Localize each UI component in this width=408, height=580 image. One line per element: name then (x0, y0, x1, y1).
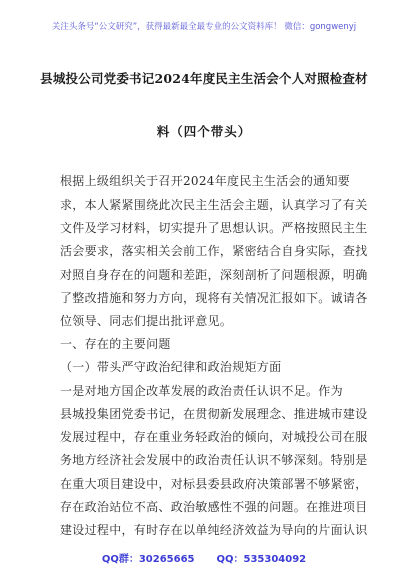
body-line: 建设过程中，有时存在以单纯经济效益为导向的片面认识 (60, 523, 368, 537)
footer-qq-group: QQ群：30265665 (101, 554, 195, 565)
body-line: 求，本人紧紧围绕此次民主生活会主题，认真学习了有关 (60, 198, 368, 212)
subsection-heading: （一）带头严守政治纪律和政治规矩方面 (60, 360, 282, 374)
footer-contact (0, 550, 408, 565)
body-line: 位领导、同志们提出批评意见。 (60, 314, 233, 328)
doc-title-line1: 县城投公司党委书记2024年度民主生活会个人对照检查材 (40, 71, 368, 86)
body-line: 了整改措施和努力方向，现将有关情况汇报如下。诚请各 (60, 291, 368, 305)
body-line: 根据上级组织关于召开2024年度民主生活会的通知要 (60, 174, 351, 188)
doc-title-line2: 料（四个带头） (156, 124, 252, 139)
body-line: 务地方经济社会发展中的政治责任认识不够深刻。特别是 (60, 453, 368, 467)
section-heading: 一、存在的主要问题 (60, 337, 171, 351)
header-note: 关注头条号“公文研究”，获得最新最全最专业的公文资料库！ 微信：gongwenyj (51, 22, 357, 32)
body-line: 存在政治站位不高、政治敏感性不强的问题。在推进项目 (60, 500, 368, 514)
body-line: 活会要求，落实相关会前工作，紧密结合自身实际，查找 (60, 244, 368, 258)
body-line: 县城投集团党委书记，在贯彻新发展理念、推进城市建设 (60, 407, 368, 421)
body-line: 一是对地方国企改革发展的政治责任认识不足。作为 (60, 384, 343, 398)
body-line: 文件及学习材料，切实提升了思想认识。严格按照民主生 (60, 221, 368, 235)
body-line: 在重大项目建设中，对标县委县政府决策部署不够紧密， (60, 477, 368, 491)
body-line: 对照自身存在的问题和差距，深刻剖析了问题根源，明确 (60, 268, 368, 282)
body-line: 发展过程中，存在重业务轻政治的倾向，对城投公司在服 (60, 430, 368, 444)
footer-qq: QQ：535304092 (216, 554, 307, 565)
